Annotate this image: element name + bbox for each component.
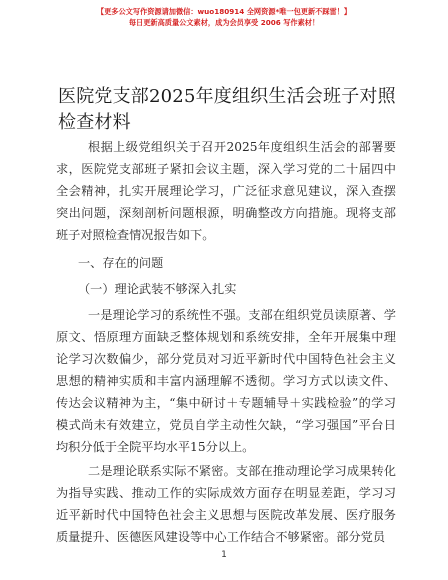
page-number: 1 xyxy=(221,550,227,560)
subsection-heading-theory: （一）理论武装不够深入扎实 xyxy=(78,282,237,296)
intro-paragraph: 根据上级党组织关于召开2025年度组织生活会的部署要求，医院党支部班子紧扣会议主题，深入学习党的二十届四中全会精神，扎实开展理论学习，广泛征求意见建议，深入查摆突出问题，深刻剖析问题根源，明确整改方向措施。现将支部班子对照检查情况报告如下。 xyxy=(56,140,396,242)
promo-banner-line-1: 【更多公文写作资源请加微信：wuo180914 全网资源*唯一包更新不踩雷！】 xyxy=(96,7,352,16)
body-paragraph-2: 二是理论联系实际不紧密。支部在推动理论学习成果转化为指导实践、推动工作的实际成效方面存在明显差距，学习习近平新时代中国特色社会主义思想与医院改革发展、医疗服务质量提升、医德医风建设等中心工作结合不够紧密。部分党员 xyxy=(56,464,396,544)
document-title: 医院党支部2025年度组织生活会班子对照检查材料 xyxy=(58,86,396,133)
section-heading-problems: 一、存在的问题 xyxy=(78,256,164,270)
promo-banner xyxy=(0,6,448,28)
body-paragraph-1: 一是理论学习的系统性不强。支部在组织党员读原著、学原文、悟原理方面缺乏整体规划和系统安排，全年开展集中理论学习次数偏少，部分党员对习近平新时代中国特色社会主义思想的精神实质和丰富内涵理解不透彻。学习方式以读文件、传达会议精神为主，“集中研讨＋专题辅导＋实践检验”的学习模式尚未有效建立，党员自学主动性欠缺，“学习强国”平台日均积分低于全院平均水平15分以上。 xyxy=(56,308,396,454)
promo-banner-line-2: 每日更新高质量公文素材，成为会员享受 2006 写作素材！ xyxy=(128,18,320,27)
